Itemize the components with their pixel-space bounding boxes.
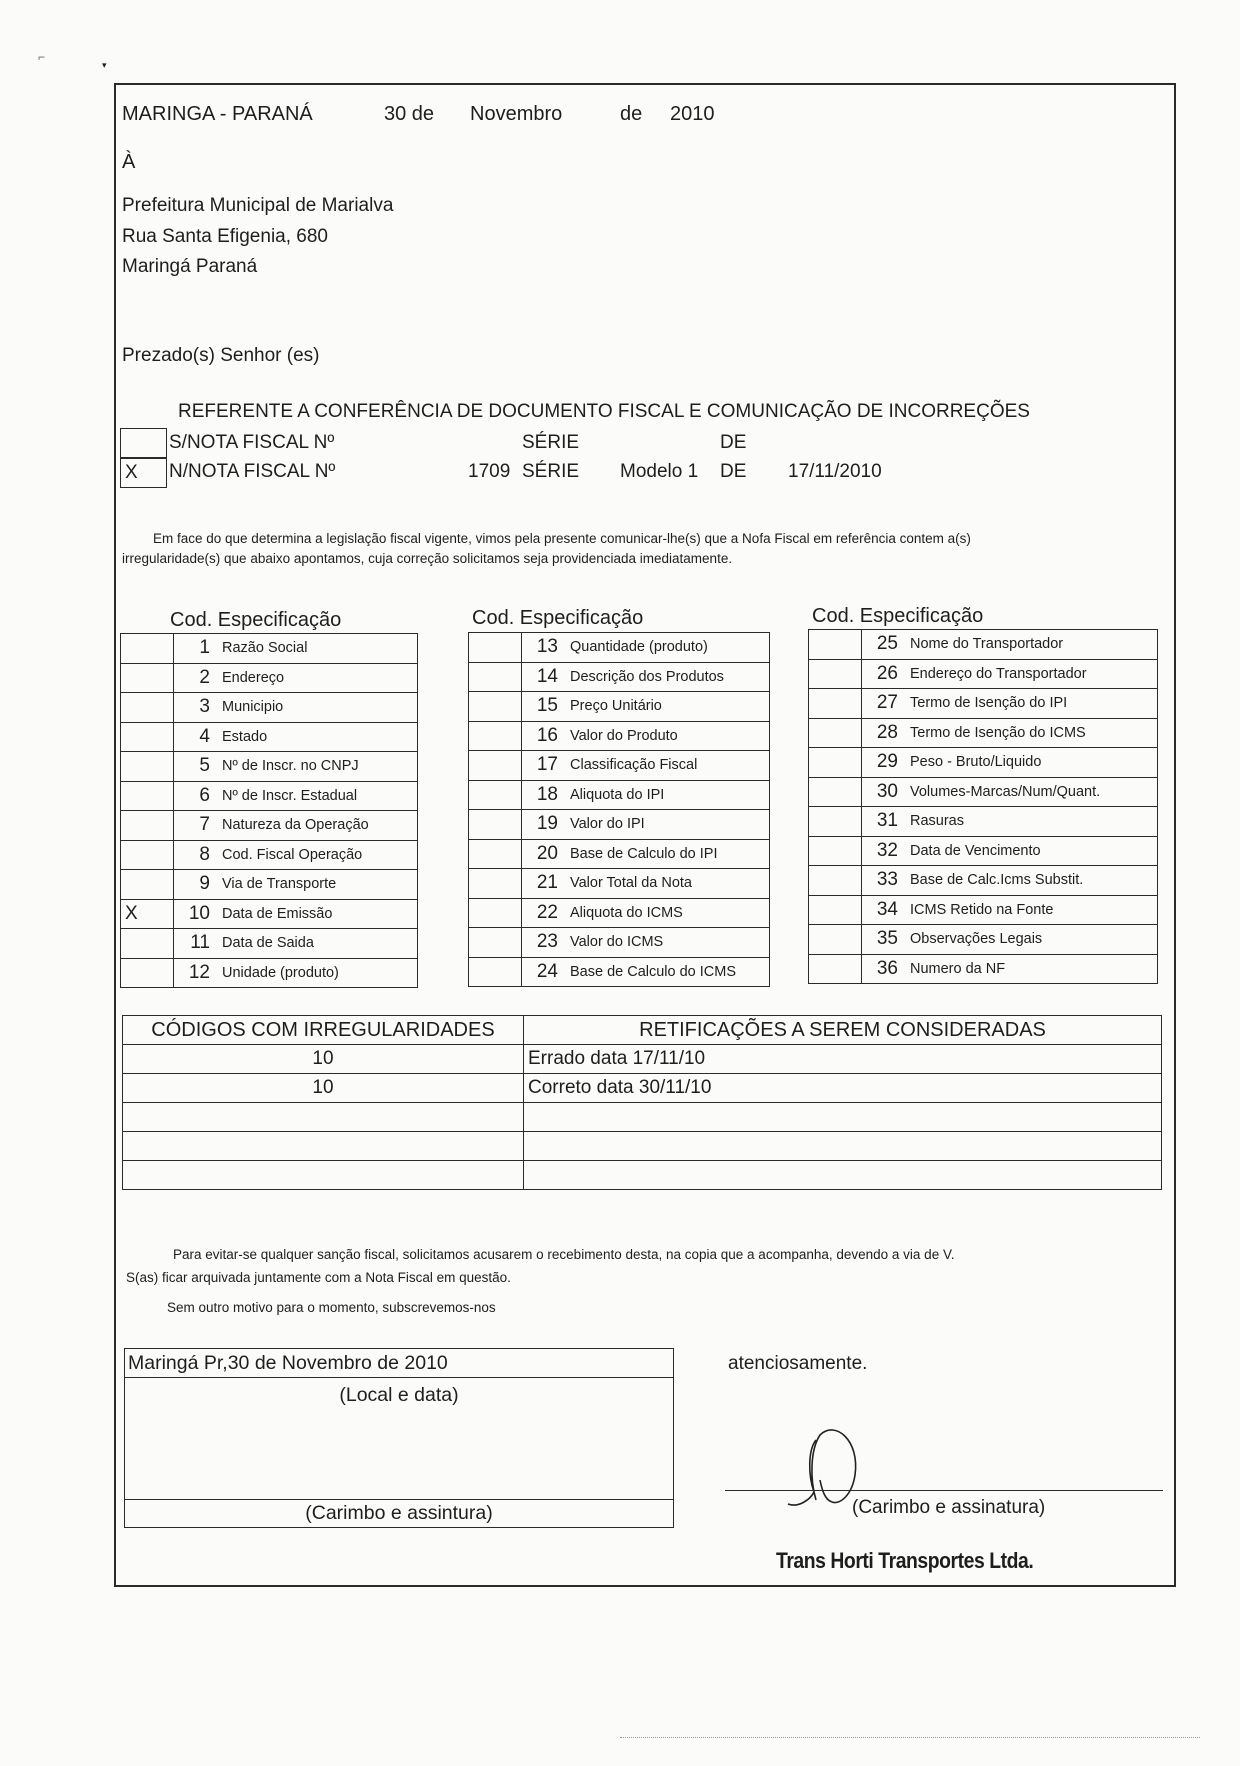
code: 26 <box>862 659 911 689</box>
row-checkbox[interactable] <box>809 748 862 778</box>
code: 5 <box>174 752 223 782</box>
n-nota-checkbox[interactable]: X <box>120 458 167 488</box>
code: 16 <box>522 721 571 751</box>
description: Base de Calc.Icms Substit. <box>910 866 1158 896</box>
row-checkbox[interactable]: X <box>121 899 174 929</box>
s-nota-label: S/NOTA FISCAL Nº <box>169 432 335 453</box>
code: 18 <box>522 780 571 810</box>
n-nota-number: 1709 <box>468 461 511 482</box>
row-checkbox[interactable] <box>469 780 522 810</box>
signature-line <box>725 1490 1163 1491</box>
description: Natureza da Operação <box>222 811 418 841</box>
code: 35 <box>862 925 911 955</box>
scan-artifact-line <box>620 1737 1200 1738</box>
code: 14 <box>522 662 571 692</box>
spec-header-2: Cod. Especificação <box>472 607 644 629</box>
spec-table-2 <box>468 632 770 987</box>
retification-text[interactable] <box>524 1132 1162 1161</box>
description: Peso - Bruto/Liquido <box>910 748 1158 778</box>
code: 15 <box>522 692 571 722</box>
recipient-line1: Prefeitura Municipal de Marialva <box>122 195 394 216</box>
irregularity-code[interactable] <box>123 1161 524 1190</box>
description: Razão Social <box>222 634 418 664</box>
table-row[interactable] <box>121 929 418 959</box>
description: Valor do IPI <box>570 810 770 840</box>
code: 31 <box>862 807 911 837</box>
table-row[interactable] <box>121 752 418 782</box>
irregularity-code[interactable]: 10 <box>123 1045 524 1074</box>
receipt-box <box>124 1348 674 1528</box>
description: Termo de Isenção do ICMS <box>910 718 1158 748</box>
code: 9 <box>174 870 223 900</box>
description: Quantidade (produto) <box>570 633 770 663</box>
row-checkbox[interactable] <box>469 633 522 663</box>
table-row[interactable] <box>469 957 770 987</box>
row-checkbox[interactable] <box>121 929 174 959</box>
table-row[interactable] <box>121 899 418 929</box>
row-checkbox[interactable] <box>469 810 522 840</box>
row-checkbox[interactable] <box>809 659 862 689</box>
irregularity-code[interactable] <box>123 1132 524 1161</box>
retification-text[interactable] <box>524 1103 1162 1132</box>
code: 17 <box>522 751 571 781</box>
table-row <box>123 1161 1162 1190</box>
row-checkbox[interactable] <box>121 722 174 752</box>
retification-text[interactable]: Errado data 17/11/10 <box>524 1045 1162 1074</box>
table-row[interactable] <box>469 692 770 722</box>
col-header-codes: CÓDIGOS COM IRREGULARIDADES <box>123 1016 524 1045</box>
local-date-field[interactable]: Maringá Pr,30 de Novembro de 2010 <box>125 1349 673 1378</box>
table-row[interactable] <box>809 866 1158 896</box>
table-row <box>123 1132 1162 1161</box>
code: 23 <box>522 928 571 958</box>
table-row[interactable] <box>809 777 1158 807</box>
row-checkbox[interactable] <box>809 777 862 807</box>
table-row <box>123 1074 1162 1103</box>
code: 32 <box>862 836 911 866</box>
description: Endereço do Transportador <box>910 659 1158 689</box>
n-nota-label: N/NOTA FISCAL Nº <box>169 461 336 482</box>
description: Valor do ICMS <box>570 928 770 958</box>
table-row[interactable] <box>469 721 770 751</box>
row-checkbox[interactable] <box>469 869 522 899</box>
regards: atenciosamente. <box>728 1353 868 1374</box>
description: Rasuras <box>910 807 1158 837</box>
recipient-to: À <box>122 151 136 173</box>
header-city: MARINGA - PARANÁ <box>122 103 313 125</box>
table-row[interactable] <box>469 898 770 928</box>
sender-stamp-label: (Carimbo e assinatura) <box>852 1497 1046 1518</box>
row-checkbox[interactable] <box>469 751 522 781</box>
description: Nº de Inscr. no CNPJ <box>222 752 418 782</box>
description: Volumes-Marcas/Num/Quant. <box>910 777 1158 807</box>
description: Data de Saida <box>222 929 418 959</box>
row-checkbox[interactable] <box>809 866 862 896</box>
n-nota-date: 17/11/2010 <box>788 461 882 482</box>
table-row[interactable] <box>469 662 770 692</box>
table-row[interactable] <box>809 954 1158 984</box>
row-checkbox[interactable] <box>469 662 522 692</box>
code: 34 <box>862 895 911 925</box>
row-checkbox[interactable] <box>121 693 174 723</box>
spec-table-1 <box>120 633 418 988</box>
table-row[interactable] <box>121 840 418 870</box>
spec-header-1: Cod. Especificação <box>170 609 342 631</box>
code: 24 <box>522 957 571 987</box>
s-nota-de-label: DE <box>720 432 747 453</box>
code: 6 <box>174 781 223 811</box>
n-nota-serie-label: SÉRIE <box>522 461 580 482</box>
description: Preço Unitário <box>570 692 770 722</box>
col-header-retifications: RETIFICAÇÕES A SEREM CONSIDERADAS <box>524 1016 1162 1045</box>
header-day: 30 de <box>384 103 435 125</box>
description: Municipio <box>222 693 418 723</box>
table-row[interactable] <box>469 928 770 958</box>
row-checkbox[interactable] <box>809 954 862 984</box>
code: 25 <box>862 630 911 660</box>
scan-artifact: ⌐ <box>38 50 46 64</box>
description: Valor do Produto <box>570 721 770 751</box>
table-row[interactable] <box>121 663 418 693</box>
row-checkbox[interactable] <box>121 752 174 782</box>
row-checkbox[interactable] <box>809 925 862 955</box>
closing-line1: Para evitar-se qualquer sanção fiscal, solicitamos acusarem o recebimento desta, na copia que a acompanha, devendo a via de V. <box>173 1247 955 1262</box>
description: Nome do Transportador <box>910 630 1158 660</box>
table-row[interactable] <box>809 659 1158 689</box>
code: 21 <box>522 869 571 899</box>
row-checkbox[interactable] <box>121 811 174 841</box>
spec-header-3: Cod. Especificação <box>812 605 984 627</box>
row-checkbox[interactable] <box>469 839 522 869</box>
table-row[interactable] <box>121 634 418 664</box>
table-row[interactable] <box>121 958 418 988</box>
code: 29 <box>862 748 911 778</box>
table-row[interactable] <box>469 839 770 869</box>
irregularities-table <box>122 1015 1162 1190</box>
description: Numero da NF <box>910 954 1158 984</box>
table-row[interactable] <box>469 810 770 840</box>
code: 13 <box>522 633 571 663</box>
description: Unidade (produto) <box>222 958 418 988</box>
row-checkbox[interactable] <box>809 689 862 719</box>
table-row[interactable] <box>469 751 770 781</box>
table-row[interactable] <box>809 689 1158 719</box>
recipient-line3: Maringá Paraná <box>122 256 258 277</box>
table-row[interactable] <box>809 807 1158 837</box>
row-checkbox[interactable] <box>469 692 522 722</box>
table-row[interactable] <box>809 895 1158 925</box>
table-row[interactable] <box>809 718 1158 748</box>
description: Via de Transporte <box>222 870 418 900</box>
table-header-row <box>123 1016 1162 1045</box>
n-nota-de-label: DE <box>720 461 747 482</box>
intro-line1: Em face do que determina a legislação fiscal vigente, vimos pela presente comunicar-lhe(s) que a Nofa Fiscal em referência contem a(s) <box>153 531 971 546</box>
code: 7 <box>174 811 223 841</box>
table-row[interactable] <box>121 722 418 752</box>
description: Valor Total da Nota <box>570 869 770 899</box>
table-row[interactable] <box>469 869 770 899</box>
table-row[interactable] <box>121 870 418 900</box>
s-nota-serie-label: SÉRIE <box>522 432 580 453</box>
row-checkbox[interactable] <box>121 958 174 988</box>
row-checkbox[interactable] <box>469 957 522 987</box>
scan-artifact: ▾ <box>102 60 107 70</box>
irregularity-code[interactable]: 10 <box>123 1074 524 1103</box>
description: Estado <box>222 722 418 752</box>
table-row[interactable] <box>809 748 1158 778</box>
table-row[interactable] <box>809 836 1158 866</box>
header-year: 2010 <box>670 103 715 125</box>
row-checkbox[interactable] <box>121 781 174 811</box>
description: Data de Vencimento <box>910 836 1158 866</box>
closing-line2: S(as) ficar arquivada juntamente com a Nota Fiscal em questão. <box>126 1270 511 1285</box>
table-row <box>123 1103 1162 1132</box>
code: 33 <box>862 866 911 896</box>
table-row[interactable] <box>469 780 770 810</box>
table-row[interactable] <box>809 925 1158 955</box>
row-checkbox[interactable] <box>809 807 862 837</box>
code: 12 <box>174 958 223 988</box>
code: 27 <box>862 689 911 719</box>
n-nota-serie: Modelo 1 <box>620 461 699 482</box>
code: 11 <box>174 929 223 959</box>
description: Aliquota do IPI <box>570 780 770 810</box>
row-checkbox[interactable] <box>121 840 174 870</box>
table-row[interactable] <box>121 811 418 841</box>
s-nota-checkbox[interactable] <box>120 428 167 458</box>
row-checkbox[interactable] <box>469 721 522 751</box>
description: Descrição dos Produtos <box>570 662 770 692</box>
row-checkbox[interactable] <box>469 898 522 928</box>
row-checkbox[interactable] <box>809 630 862 660</box>
reference-title: REFERENTE A CONFERÊNCIA DE DOCUMENTO FISCAL E COMUNICAÇÃO DE INCORREÇÕES <box>178 401 1030 422</box>
code: 8 <box>174 840 223 870</box>
description: Nº de Inscr. Estadual <box>222 781 418 811</box>
description: ICMS Retido na Fonte <box>910 895 1158 925</box>
description: Base de Calculo do ICMS <box>570 957 770 987</box>
table-row[interactable] <box>121 693 418 723</box>
code: 2 <box>174 663 223 693</box>
table-row[interactable] <box>469 633 770 663</box>
intro-line2: irregularidade(s) que abaixo apontamos, cuja correção solicitamos seja providenciada imediatamente. <box>122 551 733 566</box>
receipt-stamp-label: (Carimbo e assintura) <box>125 1499 673 1527</box>
local-date-label: (Local e data) <box>339 1384 459 1406</box>
recipient-line2: Rua Santa Efigenia, 680 <box>122 226 328 247</box>
row-checkbox[interactable] <box>809 895 862 925</box>
greeting: Prezado(s) Senhor (es) <box>122 345 320 366</box>
code: 28 <box>862 718 911 748</box>
description: Cod. Fiscal Operação <box>222 840 418 870</box>
table-row <box>123 1045 1162 1074</box>
description: Classificação Fiscal <box>570 751 770 781</box>
code: 10 <box>174 899 223 929</box>
description: Termo de Isenção do IPI <box>910 689 1158 719</box>
table-row[interactable] <box>809 630 1158 660</box>
header-de: de <box>620 103 643 125</box>
row-checkbox[interactable] <box>121 634 174 664</box>
description: Aliquota do ICMS <box>570 898 770 928</box>
retification-text[interactable] <box>524 1161 1162 1190</box>
code: 4 <box>174 722 223 752</box>
row-checkbox[interactable] <box>121 870 174 900</box>
description: Base de Calculo do IPI <box>570 839 770 869</box>
description: Endereço <box>222 663 418 693</box>
description: Data de Emissão <box>222 899 418 929</box>
spec-table-3 <box>808 629 1158 984</box>
code: 22 <box>522 898 571 928</box>
table-row[interactable] <box>121 781 418 811</box>
row-checkbox[interactable] <box>809 836 862 866</box>
row-checkbox[interactable] <box>469 928 522 958</box>
code: 1 <box>174 634 223 664</box>
description: Observações Legais <box>910 925 1158 955</box>
company-name: Trans Horti Transportes Ltda. <box>776 1548 1034 1573</box>
code: 30 <box>862 777 911 807</box>
row-checkbox[interactable] <box>809 718 862 748</box>
code: 36 <box>862 954 911 984</box>
header-month: Novembro <box>470 103 563 125</box>
code: 19 <box>522 810 571 840</box>
code: 20 <box>522 839 571 869</box>
irregularity-code[interactable] <box>123 1103 524 1132</box>
closing-line3: Sem outro motivo para o momento, subscrevemos-nos <box>167 1300 496 1315</box>
code: 3 <box>174 693 223 723</box>
row-checkbox[interactable] <box>121 663 174 693</box>
retification-text[interactable]: Correto data 30/11/10 <box>524 1074 1162 1103</box>
